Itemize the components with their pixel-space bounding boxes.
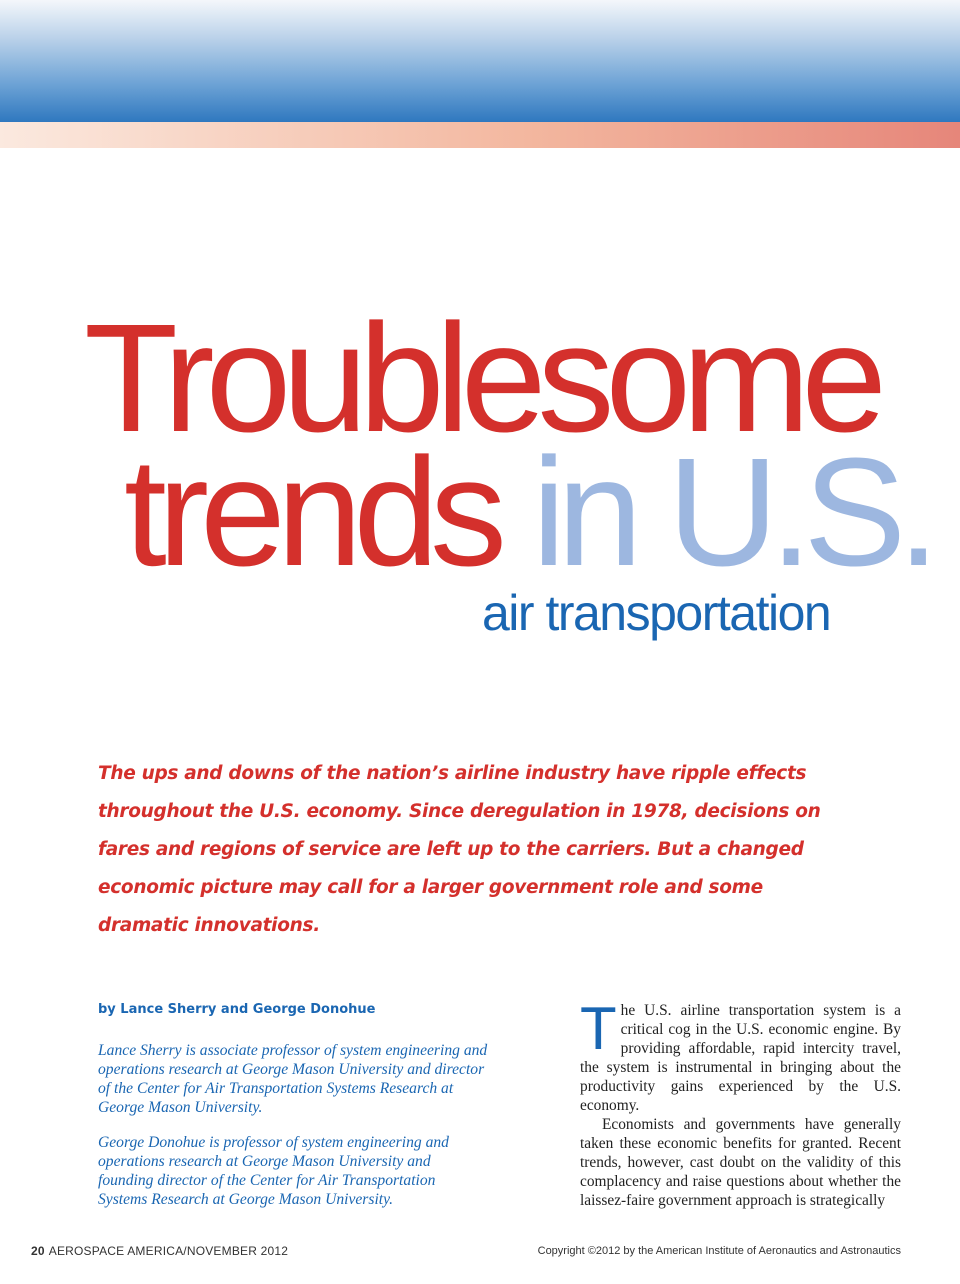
title-word-in-us: in U.S. [531,426,931,598]
drop-cap: T [580,1001,617,1062]
title-line-1: Troublesome [84,292,879,464]
body-paragraph-1 [580,1001,901,1115]
title-word-trends: trends [124,426,499,598]
byline: by Lance Sherry and George Donohue [98,1002,376,1017]
article-deck: The ups and downs of the nation’s airline industry have ripple effects throughout the U.S. economy. Since deregulation in 1978, decisions on fares and regions of service are left up to the carriers. But a changed economic picture may call for a larger government role and some dramatic innovations. [98,763,821,936]
title-line-3: air transportation [482,585,831,641]
header-gradient-band [0,0,960,122]
body-paragraph-2: Economists and governments have generally taken these economic benefits for granted. Recent trends, however, cast doubt on the validity of this complacency and raise questions about whether the laissez-faire government approach is strategically [580,1116,901,1209]
author-bio-sherry: Lance Sherry is associate professor of system engineering and operations research at George Mason University and director of the Center for Air Transportation Systems Research at George Mason University. [98,1042,488,1116]
article-body-column [580,1001,901,1229]
body-paragraph-1-text: he U.S. airline transportation system is a critical cog in the U.S. economic engine. By providing affordable, rapid intercity travel, the system is instrumental in bringing about the productivity gains experienced by the U.S. economy. [580,1002,901,1114]
page-folio [31,1244,288,1258]
author-bio-donohue: George Donohue is professor of system engineering and operations research at George Mason University and founding director of the Center for Air Transportation Systems Research at George Mason University. [98,1134,449,1208]
title-line-2 [124,426,931,598]
header-accent-band [0,122,960,148]
publication-line: AEROSPACE AMERICA/NOVEMBER 2012 [48,1244,289,1258]
page-number: 20 [31,1244,45,1258]
copyright-notice: Copyright ©2012 by the American Institute of Aeronautics and Astronautics [537,1245,901,1257]
